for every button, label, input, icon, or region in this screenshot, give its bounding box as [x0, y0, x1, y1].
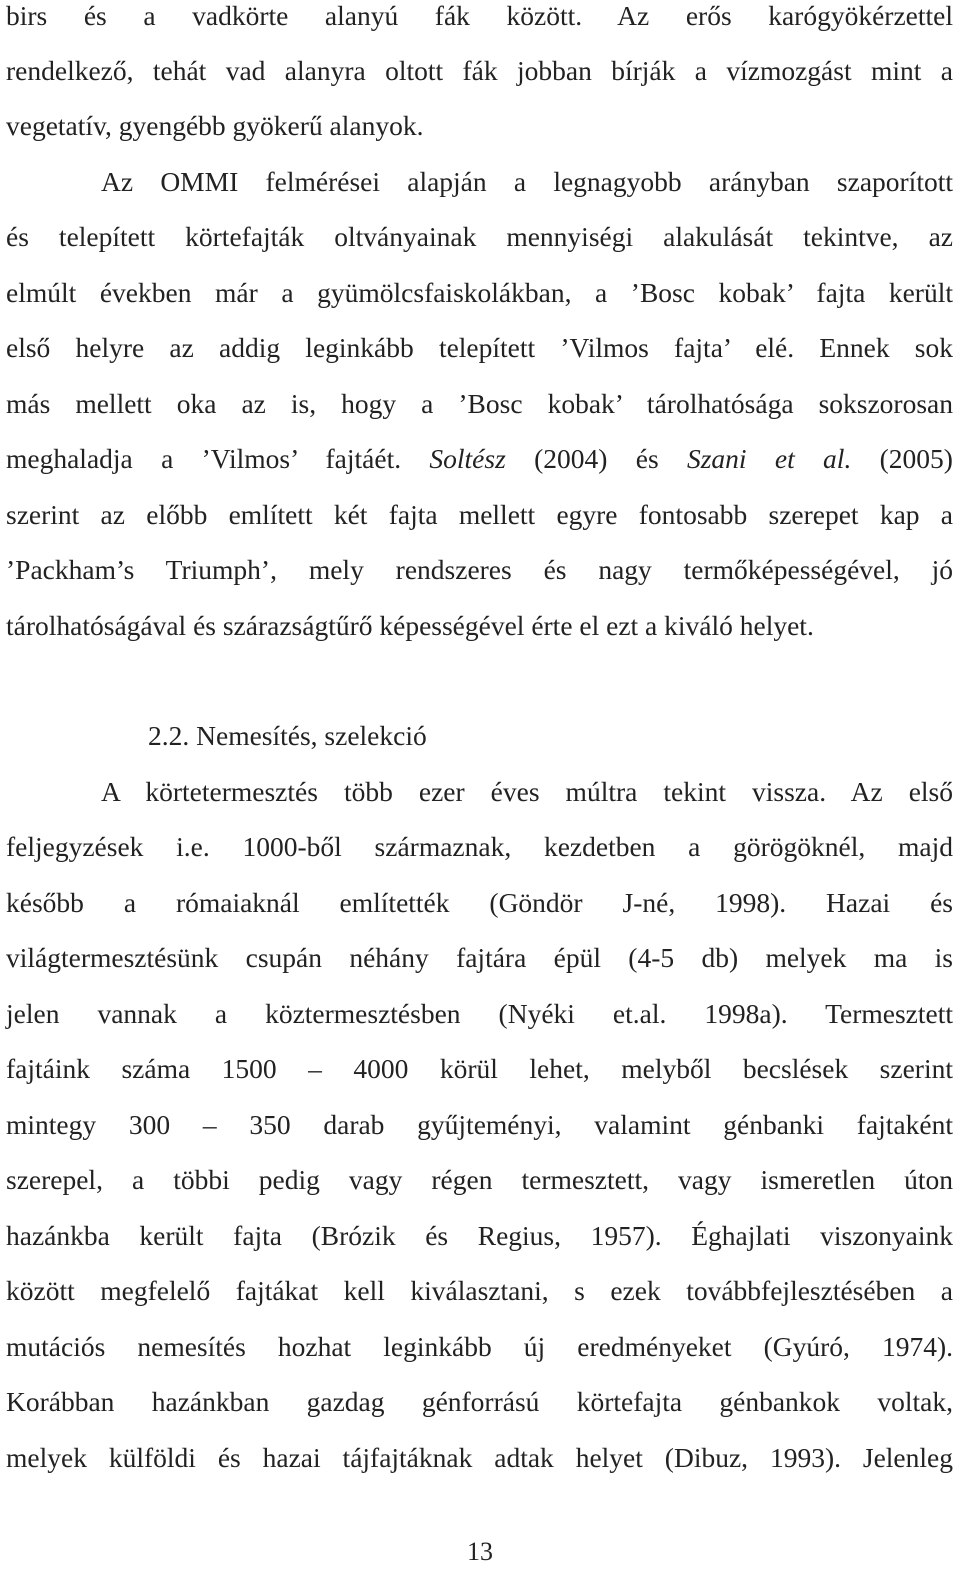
paragraph-line-with-citations	[6, 439, 953, 479]
paragraph-line: között megfelelő fajtákat kell kiválasztani, s ezek továbbfejlesztésében a	[6, 1275, 953, 1306]
text-segment: (2004) és	[505, 443, 687, 474]
paragraph-line: szerint az előbb említett két fajta mellett egyre fontosabb szerepet kap a	[6, 499, 953, 530]
paragraph-line: világtermesztésünk csupán néhány fajtára épül (4-5 db) melyek ma is	[6, 942, 953, 973]
paragraph-line: más mellett oka az is, hogy a ’Bosc kobak’ tárolhatósága sokszorosan	[6, 388, 953, 419]
citation-author: Szani et al.	[686, 443, 852, 474]
paragraph-line: jelen vannak a köztermesztésben (Nyéki et.al. 1998a). Termesztett	[6, 998, 953, 1029]
paragraph-line: ’Packham’s Triumph’, mely rendszeres és nagy termőképességével, jó	[6, 554, 953, 585]
citation-author: Soltész	[429, 443, 506, 474]
paragraph-line: szerepel, a többi pedig vagy régen termesztett, vagy ismeretlen úton	[6, 1164, 953, 1195]
section-heading: 2.2. Nemesítés, szelekció	[148, 720, 427, 751]
paragraph-line: Az OMMI felmérései alapján a legnagyobb arányban szaporított	[101, 166, 953, 197]
paragraph-line: elmúlt években már a gyümölcsfaiskolákban, a ’Bosc kobak’ fajta került	[6, 277, 953, 308]
paragraph-line: Korábban hazánkban gazdag génforrású körtefajta génbankok voltak,	[6, 1386, 953, 1417]
paragraph-line: első helyre az addig leginkább telepített ’Vilmos fajta’ elé. Ennek sok	[6, 332, 953, 363]
paragraph-line: melyek külföldi és hazai tájfajtáknak adtak helyet (Dibuz, 1993). Jelenleg	[6, 1442, 953, 1473]
paragraph-line: mutációs nemesítés hozhat leginkább új eredményeket (Gyúró, 1974).	[6, 1331, 953, 1362]
paragraph-line: birs és a vadkörte alanyú fák között. Az erős karógyökérzettel	[6, 0, 953, 31]
text-segment: meghaladja a ’Vilmos’ fajtáét.	[6, 443, 430, 474]
paragraph-line: és telepített körtefajták oltványainak mennyiségi alakulását tekintve, az	[6, 221, 953, 252]
text-segment: (2005)	[851, 443, 953, 474]
paragraph-line: mintegy 300 – 350 darab gyűjteményi, valamint génbanki fajtaként	[6, 1109, 953, 1140]
paragraph-line: feljegyzések i.e. 1000-ből származnak, kezdetben a görögöknél, majd	[6, 831, 953, 862]
paragraph-line: később a rómaiaknál említették (Göndör J-né, 1998). Hazai és	[6, 887, 953, 918]
paragraph-line: tárolhatóságával és szárazságtűrő képességével érte el ezt a kiváló helyet.	[6, 610, 814, 641]
paragraph-line: rendelkező, tehát vad alanyra oltott fák jobban bírják a vízmozgást mint a	[6, 55, 953, 86]
paragraph-line: vegetatív, gyengébb gyökerű alanyok.	[6, 110, 424, 141]
page-number: 13	[467, 1537, 493, 1566]
paragraph-line: hazánkba került fajta (Brózik és Regius, 1957). Éghajlati viszonyaink	[6, 1220, 953, 1251]
paragraph-line: A körtetermesztés több ezer éves múltra tekint vissza. Az első	[101, 776, 953, 807]
paragraph-line: fajtáink száma 1500 – 4000 körül lehet, melyből becslések szerint	[6, 1053, 953, 1084]
